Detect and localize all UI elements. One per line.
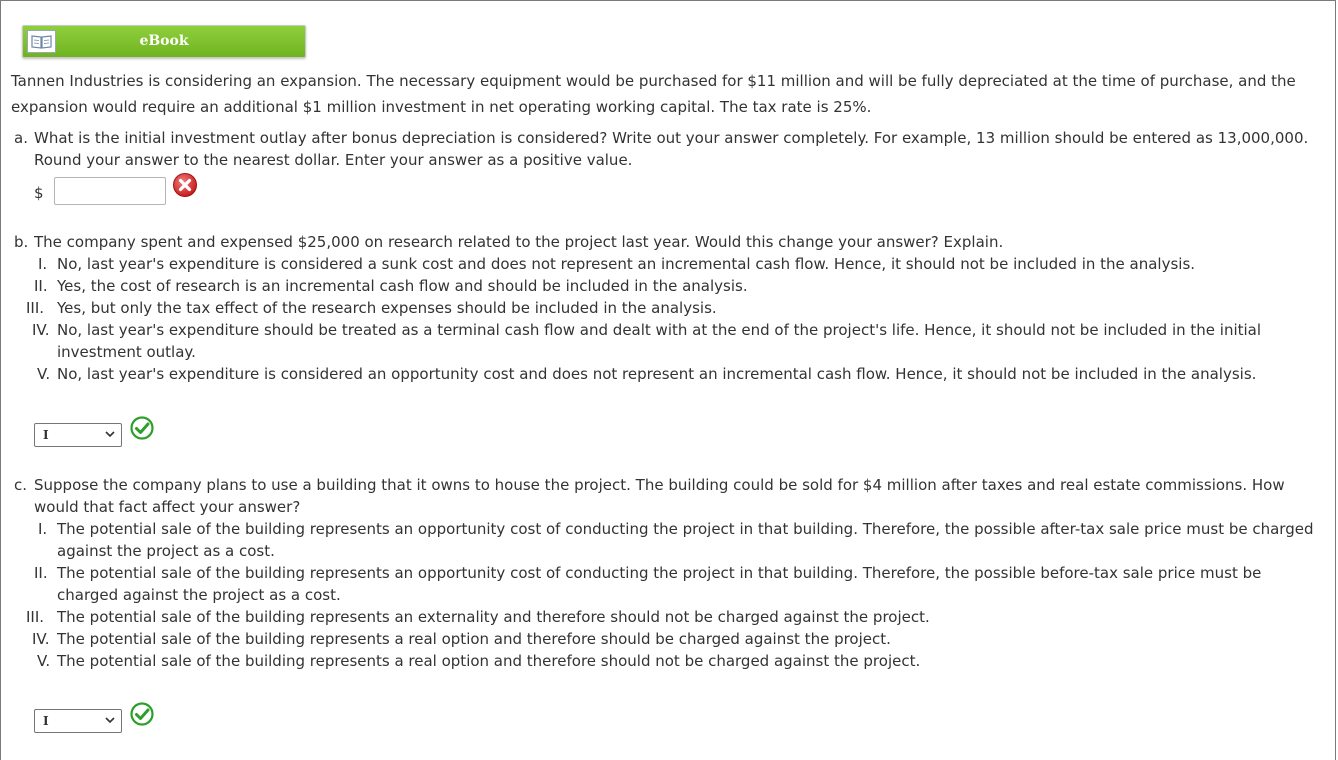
option-c-2-text-cont: charged against the project as a cost. — [57, 586, 341, 604]
red-x-icon — [172, 172, 198, 202]
question-a-prompt-line-1: What is the initial investment outlay after bonus depreciation is considered? Write out your answer completely. For example, 13 million should be entered as 13,000,000. — [34, 129, 1309, 147]
option-b-3-number: III. — [26, 299, 45, 317]
option-b-5-number: V. — [37, 365, 51, 383]
option-c-5-text: The potential sale of the building represents a real option and therefore should not be charged against the project. — [57, 652, 921, 670]
option-b-2-text: Yes, the cost of research is an incremental cash flow and should be included in the analysis. — [57, 277, 748, 295]
option-b-1-text: No, last year's expenditure is considered a sunk cost and does not represent an incremental cash flow. Hence, it should not be included in the analysis. — [57, 255, 1196, 273]
currency-symbol: $ — [34, 184, 44, 202]
question-a-label: a. — [14, 129, 28, 147]
question-c-selected-value: I — [43, 714, 49, 728]
option-c-1-text: The potential sale of the building represents an opportunity cost of conducting the project in that building. Therefore, the possible after-tax sale price must be charged — [57, 520, 1314, 538]
chevron-down-icon — [105, 431, 115, 438]
option-b-5-text: No, last year's expenditure is considered an opportunity cost and does not represent an incremental cash flow. Hence, it should not be included in the analysis. — [57, 365, 1257, 383]
option-c-1-text-cont: against the project as a cost. — [57, 542, 275, 560]
green-check-icon — [129, 701, 155, 731]
option-c-1-number: I. — [38, 520, 48, 538]
option-c-5-number: V. — [37, 652, 51, 670]
question-c-prompt-line-1: Suppose the company plans to use a building that it owns to house the project. The building could be sold for $4 million after taxes and real estate commissions. How — [34, 476, 1285, 494]
option-b-4-text: No, last year's expenditure should be treated as a terminal cash flow and dealt with at the end of the project's life. Hence, it should not be included in the initial — [57, 321, 1262, 339]
option-c-3-number: III. — [26, 608, 45, 626]
option-b-1-number: I. — [38, 255, 48, 273]
chevron-down-icon — [105, 717, 115, 724]
question-b-answer-select[interactable] — [34, 423, 122, 447]
option-b-2-number: II. — [34, 277, 48, 295]
intro-line-2: expansion would require an additional $1 million investment in net operating working capital. The tax rate is 25%. — [11, 98, 872, 116]
question-c-prompt-line-2: would that fact affect your answer? — [34, 498, 301, 516]
open-book-icon — [27, 30, 56, 53]
option-c-2-number: II. — [34, 564, 48, 582]
option-b-4-number: IV. — [32, 321, 50, 339]
ebook-label: eBook — [139, 33, 189, 49]
green-check-icon — [129, 415, 155, 445]
option-b-3-text: Yes, but only the tax effect of the research expenses should be included in the analysis. — [57, 299, 717, 317]
initial-outlay-input[interactable] — [54, 177, 166, 205]
option-c-2-text: The potential sale of the building represents an opportunity cost of conducting the project in that building. Therefore, the possible before-tax sale price must be — [57, 564, 1262, 582]
option-c-4-number: IV. — [32, 630, 50, 648]
intro-line-1: Tannen Industries is considering an expansion. The necessary equipment would be purchased for $11 million and will be fully depreciated at the time of purchase, and the — [11, 72, 1296, 90]
question-b-label: b. — [14, 233, 29, 251]
option-b-4-text-cont: investment outlay. — [57, 343, 196, 361]
ebook-button[interactable] — [22, 25, 306, 58]
question-c-label: c. — [14, 476, 28, 494]
question-a-prompt-line-2: Round your answer to the nearest dollar. Enter your answer as a positive value. — [34, 151, 633, 169]
question-b-selected-value: I — [43, 428, 49, 442]
question-b-prompt: The company spent and expensed $25,000 on research related to the project last year. Would this change your answer? Explain. — [34, 233, 1004, 251]
question-c-answer-select[interactable] — [34, 709, 122, 733]
option-c-4-text: The potential sale of the building represents a real option and therefore should be charged against the project. — [57, 630, 891, 648]
option-c-3-text: The potential sale of the building represents an externality and therefore should not be charged against the project. — [57, 608, 930, 626]
